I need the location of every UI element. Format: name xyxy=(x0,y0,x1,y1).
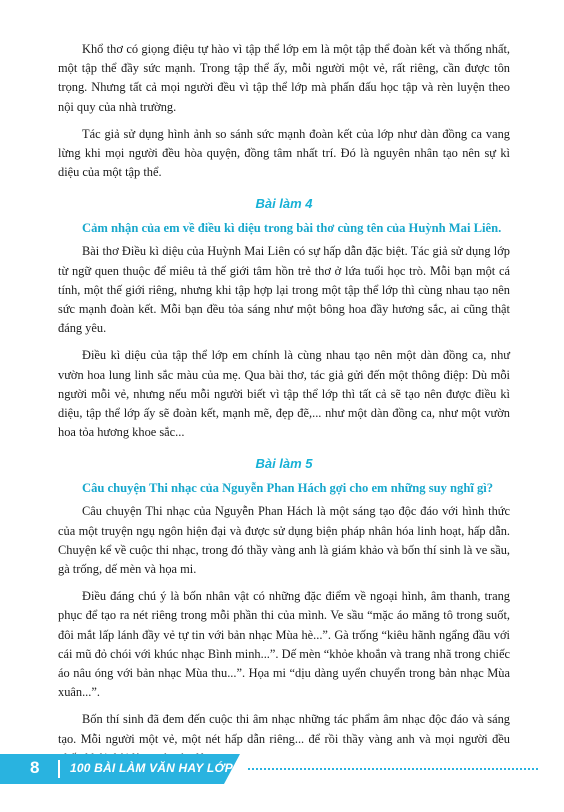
footer-divider xyxy=(58,760,60,778)
paragraph: Điều kì diệu của tập thể lớp em chính là cùng nhau tạo nên một dàn đồng ca, như vườn hoa lung linh sắc màu của mẹ. Qua bài thơ, tác giả gửi đến một thông điệp: Dù mỗi người mỗi vẻ, nhưng nếu mỗi người biết vì tập thể lớp thì tất cả sẽ tạo nên được điều kì diệu, tập thể lớp ấy sẽ đoàn kết, mạnh mẽ, đẹp đẽ,... như một dàn đồng ca, như một vườn hoa tỏa hương khoe sắc... xyxy=(58,348,510,440)
book-title: 100 BÀI LÀM VĂN HAY LỚP 4 xyxy=(70,761,243,775)
section-subtitle-4: Cảm nhận của em về điều kì diệu trong bài thơ cùng tên của Huỳnh Mai Liên. xyxy=(82,221,502,236)
paragraph: Bốn thí sinh đã đem đến cuộc thi âm nhạc những tác phẩm âm nhạc độc đáo và sáng tạo. Mỗi người một vẻ, một nét hấp dẫn riêng... để rồi thầy vàng anh và mọi người đều xyxy=(58,712,510,746)
footer-dotted-line xyxy=(248,768,538,770)
page-number: 8 xyxy=(30,758,40,777)
paragraph: Điều đáng chú ý là bốn nhân vật có những đặc điểm về ngoại hình, âm thanh, trang phục để tạo ra nét riêng trong mỗi phần thi của mình. Ve sầu “mặc áo măng tô trong suốt, đôi mắt lấp lánh đầy vẻ tự tin với bản nhạc Mùa hè...”. Gà trống “kiêu hãnh ngẩng đầu với cái mũ đỏ chói với khúc nhạc Bình minh...”. Dế mèn “khỏe khoắn và trang nhã trong chiếc áo nâu óng với bản nhạc Mùa thu...”. Họa mi “dịu dàng uyển chuyển trong bản nhạc Mùa xuân...”. xyxy=(58,589,510,700)
paragraph: Tác giả sử dụng hình ảnh so sánh sức mạnh đoàn kết của lớp như dàn đồng ca vang lừng khi mọi người đều hòa quyện, đồng tâm nhất trí. Đó là nguyên nhân tạo nên sự kì diệu của một tập thể. xyxy=(58,126,510,180)
page-footer xyxy=(0,754,564,784)
paragraph: Bài thơ Điều kì diệu của Huỳnh Mai Liên có sự hấp dẫn đặc biệt. Tác giả sử dụng lớp từ ngữ quen thuộc để miêu tả thế giới tâm hồn trẻ thơ ở lứa tuổi học trò. Mỗi bạn một cá tính, một thế giới riêng, nhưng khi tập hợp lại trong một tập thể lớp thì cùng nhau tạo nên sức mạnh đoàn kết. Mỗi bạn đều tỏa sáng như một bông hoa đầy hương sắc, ai cũng thật đáng yêu. xyxy=(58,244,510,336)
section-subtitle-5: Câu chuyện Thi nhạc của Nguyễn Phan Hách gợi cho em những suy nghĩ gì? xyxy=(82,481,494,496)
page-body xyxy=(58,40,510,776)
paragraph: Câu chuyện Thi nhạc của Nguyễn Phan Hách là một sáng tạo độc đáo với hình thức của một truyện ngụ ngôn hiện đại và được sử dụng biện pháp nhân hóa linh hoạt, hấp dẫn. Chuyện kể về cuộc thi nhạc, trong đó thầy vàng anh là giám khảo và bốn thí sinh là ve sầu, gà trống, dế mèn và họa mi. xyxy=(58,504,510,577)
section-title-5: Bài làm 5 xyxy=(255,456,313,472)
section-title-4: Bài làm 4 xyxy=(255,196,313,212)
paragraph: Khổ thơ có giọng điệu tự hào vì tập thể lớp em là một tập thể đoàn kết và thống nhất, một tập thể đầy sức mạnh. Trong tập thể ấy, mỗi người một vẻ, rất riêng, cần được tôn trọng. Nhưng tất cả mọi người đều vì tập thể lớp mà phấn đấu học tập và rèn luyện theo nội quy của nhà trường. xyxy=(58,42,510,114)
